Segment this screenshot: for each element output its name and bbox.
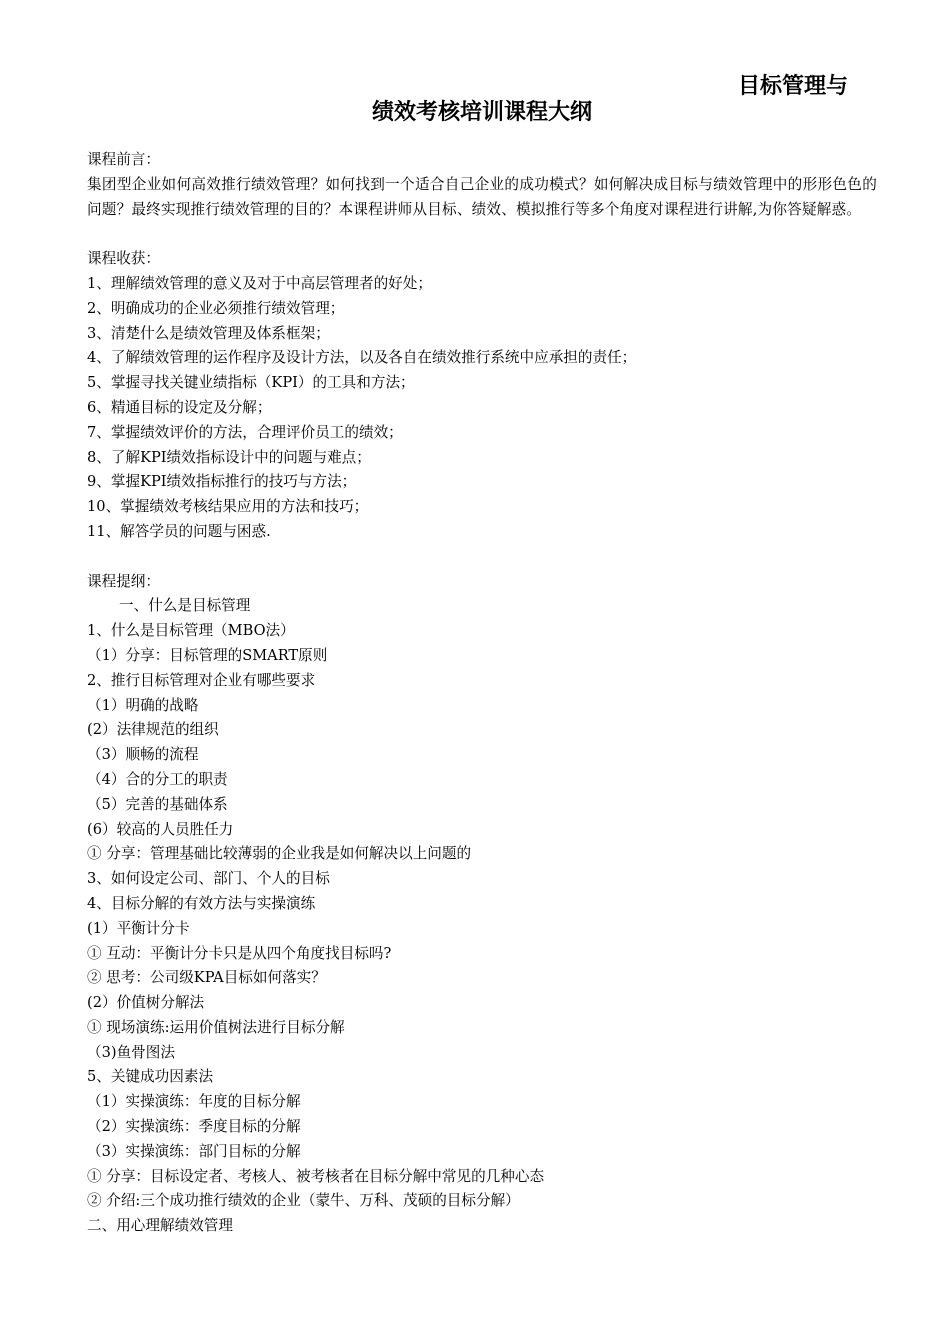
- title-line-2: 绩效考核培训课程大纲: [371, 100, 592, 125]
- gains-item: 11、解答学员的问题与困惑.: [87, 522, 271, 540]
- outline-item: 2、推行目标管理对企业有哪些要求: [87, 671, 316, 689]
- outline-item: ② 思考：公司级KPA目标如何落实？: [87, 969, 326, 987]
- outline-item: (1）平衡计分卡: [87, 919, 190, 937]
- outline-item: 二、用心理解绩效管理: [87, 1217, 233, 1235]
- outline-item: 4、目标分解的有效方法与实操演练: [87, 894, 316, 912]
- blank-line: [87, 545, 877, 570]
- outline-item: （5）完善的基础体系: [87, 795, 228, 813]
- outline-item: (2）价值树分解法: [87, 994, 205, 1012]
- gains-item: 9、掌握KPI绩效指标推行的技巧与方法；: [87, 473, 357, 491]
- outline-item: （3）顺畅的流程: [87, 746, 199, 764]
- outline-item: （4）合的分工的职责: [87, 770, 228, 788]
- gains-item: 5、掌握寻找关键业绩指标（KPI）的工具和方法；: [87, 374, 415, 392]
- outline-item: （1）实操演练：年度的目标分解: [87, 1093, 301, 1111]
- outline-heading: 课程提纲：: [87, 572, 160, 590]
- gains-item: 10、掌握绩效考核结果应用的方法和技巧；: [87, 498, 369, 516]
- outline-item: 3、如何设定公司、部门、个人的目标: [87, 870, 330, 888]
- outline-item: （1）分享：目标管理的SMART原则: [87, 646, 328, 664]
- outline-item: (6）较高的人员胜任力: [87, 820, 234, 838]
- outline-section-heading: 一、什么是目标管理: [119, 597, 251, 615]
- gains-item: 6、精通目标的设定及分解；: [87, 398, 272, 416]
- document-body: [87, 148, 877, 1239]
- outline-item: ② 介绍:三个成功推行绩效的企业（蒙牛、万科、茂硕的目标分解）: [87, 1192, 520, 1210]
- outline-item: ① 分享：目标设定者、考核人、被考核者在目标分解中常见的几种心态: [87, 1167, 545, 1185]
- outline-item: ① 互动：平衡计分卡只是从四个角度找目标吗?: [87, 944, 392, 962]
- outline-item: （3）实操演练：部门目标的分解: [87, 1142, 301, 1160]
- gains-item: 1、理解绩效管理的意义及对于中高层管理者的好处；: [87, 274, 432, 292]
- outline-item: （3)鱼骨图法: [87, 1043, 175, 1061]
- outline-item: 1、什么是目标管理（MBO法）: [87, 622, 295, 640]
- outline-item: ① 分享：管理基础比较薄弱的企业我是如何解决以上问题的: [87, 845, 472, 863]
- preface-heading: 课程前言：: [87, 151, 160, 168]
- gains-heading: 课程收获：: [87, 250, 160, 268]
- preface-text: 集团型企业如何高效推行绩效管理？如何找到一个适合自己企业的成功模式？如何解决成目标与绩效管理中的形形色色的问题？最终实现推行绩效管理的目的？本课程讲师从目标、绩效、模拟推行等多个角度对课程进行讲解,为你答疑解惑。: [87, 175, 877, 218]
- blank-line: [87, 222, 877, 247]
- gains-item: 3、清楚什么是绩效管理及体系框架；: [87, 324, 330, 342]
- gains-item: 8、了解KPI绩效指标设计中的问题与难点；: [87, 448, 371, 466]
- outline-item: 5、关键成功因素法: [87, 1068, 214, 1086]
- outline-item: （1）明确的战略: [87, 696, 199, 714]
- gains-item: 7、掌握绩效评价的方法，合理评价员工的绩效；: [87, 423, 403, 441]
- outline-item: ① 现场演练:运用价值树法进行目标分解: [87, 1018, 345, 1036]
- outline-item: （2）实操演练：季度目标的分解: [87, 1118, 301, 1136]
- outline-item: (2）法律规范的组织: [87, 721, 219, 739]
- gains-item: 4、了解绩效管理的运作程序及设计方法，以及各自在绩效推行系统中应承担的责任；: [87, 349, 637, 367]
- title-line-1: 目标管理与: [738, 74, 849, 99]
- gains-item: 2、明确成功的企业必须推行绩效管理；: [87, 299, 345, 317]
